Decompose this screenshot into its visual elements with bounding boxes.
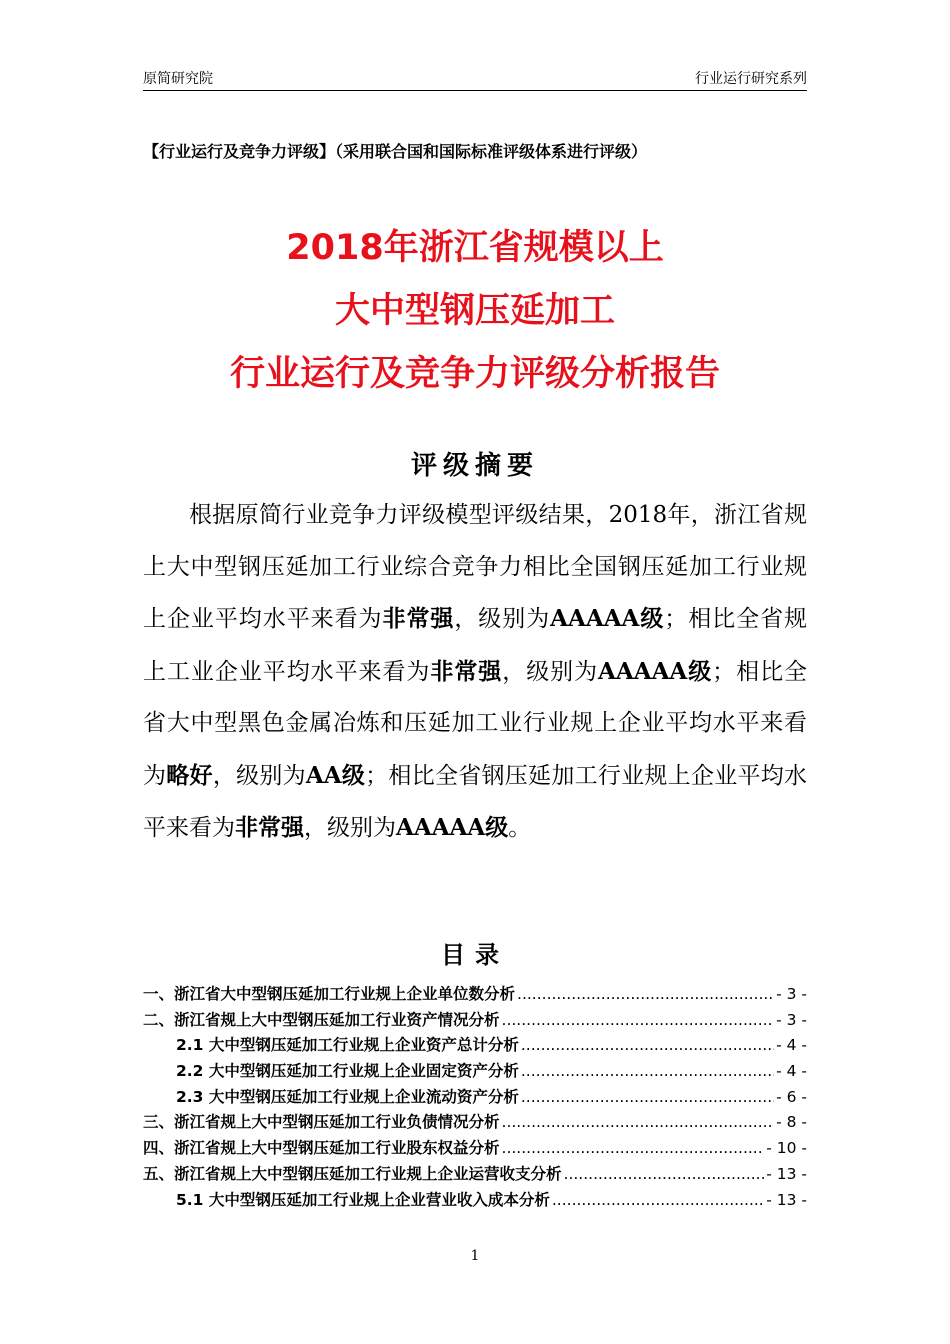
table-of-contents [143, 982, 807, 1213]
summary-text: 。 [508, 815, 532, 841]
toc-subentry[interactable] [143, 1085, 807, 1111]
toc-entry-page: - 10 - [766, 1139, 807, 1158]
toc-entry-text: 五、浙江省规上大中型钢压延加工行业规上企业运营收支分析 [143, 1164, 562, 1183]
toc-entry[interactable] [143, 1008, 807, 1034]
summary-heading: 评级摘要 [410, 451, 539, 481]
summary-emphasis: 非常强 [430, 657, 503, 685]
summary-text: ；相比全省大中型黑色金属冶炼和压延加工业行业规上企业平均水平来看为 [143, 658, 808, 789]
page-number: 1 [470, 1248, 480, 1264]
toc-leader [552, 1191, 764, 1209]
header-series: 行业运行研究系列 [695, 71, 807, 87]
toc-entry-text: 5.1 大中型钢压延加工行业规上企业营业收入成本分析 [176, 1190, 550, 1209]
toc-entry-page: - 6 - [776, 1087, 807, 1106]
summary-emphasis: 略好 [166, 761, 213, 789]
header-publisher: 原简研究院 [143, 71, 213, 87]
toc-entry-page: - 3 - [776, 985, 807, 1003]
report-tagline: 【行业运行及竞争力评级】（采用联合国和国际标准评级体系进行评级） [143, 142, 648, 161]
toc-entry-text: 2.1 大中型钢压延加工行业规上企业资产总计分析 [176, 1036, 519, 1055]
summary-emphasis: 非常强 [235, 814, 304, 841]
summary-text: ；相比全省规上工业企业平均水平来看为 [143, 606, 808, 685]
toc-entry-text: 2.2 大中型钢压延加工行业规上企业固定资产分析 [176, 1062, 519, 1081]
toc-leader [502, 1113, 775, 1131]
summary-text: ，级别为 [454, 606, 551, 632]
toc-leader [521, 1088, 774, 1106]
summary-text: ，级别为 [502, 658, 599, 685]
toc-entry-page: - 13 - [766, 1190, 807, 1209]
toc-subentry[interactable] [143, 1033, 807, 1059]
toc-entry-text: 三、浙江省规上大中型钢压延加工行业负债情况分析 [143, 1113, 500, 1132]
summary-grade: AAAAA级 [550, 605, 665, 632]
report-title-line-1: 2018年浙江省规模以上 [286, 228, 664, 268]
toc-leader [502, 1139, 765, 1157]
toc-entry-text: 一、浙江省大中型钢压延加工行业规上企业单位数分析 [143, 985, 516, 1003]
summary-text: ，级别为 [212, 762, 306, 789]
summary-text: ，级别为 [304, 815, 396, 841]
toc-leader [517, 985, 774, 1003]
toc-entry-page: - 4 - [776, 1036, 807, 1055]
toc-heading: 目录 [441, 941, 509, 969]
toc-entry[interactable] [143, 982, 807, 1008]
summary-emphasis: 非常强 [382, 605, 455, 632]
toc-entry-page: - 13 - [766, 1164, 807, 1183]
toc-entry[interactable] [143, 1136, 807, 1162]
toc-leader [521, 1036, 774, 1054]
toc-leader [564, 1165, 765, 1183]
toc-subentry[interactable] [143, 1188, 807, 1214]
summary-grade: AAAAA级 [598, 657, 713, 685]
report-title-line-2: 大中型钢压延加工 [334, 291, 615, 331]
toc-leader [521, 1062, 774, 1080]
toc-entry-page: - 3 - [776, 1010, 807, 1029]
toc-entry[interactable] [143, 1162, 807, 1188]
summary-text: 根据原简行业竞争力评级模型评级结果，2018年，浙江省规上大中型钢压延加工行业综合竞争力相比全国钢压延加工行业规上企业平均水平来看为 [143, 502, 807, 632]
summary-paragraph [143, 490, 807, 855]
summary-text: ；相比全省钢压延加工行业规上企业平均水平来看为 [143, 762, 808, 841]
summary-grade: AAAAA级 [396, 814, 509, 841]
toc-entry-text: 四、浙江省规上大中型钢压延加工行业股东权益分析 [143, 1139, 500, 1158]
report-title-line-3: 行业运行及竞争力评级分析报告 [229, 354, 720, 394]
toc-subentry[interactable] [143, 1059, 807, 1085]
toc-entry[interactable] [143, 1110, 807, 1136]
toc-entry-page: - 8 - [776, 1113, 807, 1132]
toc-entry-text: 2.3 大中型钢压延加工行业规上企业流动资产分析 [176, 1087, 519, 1106]
toc-leader [502, 1011, 775, 1029]
toc-entry-page: - 4 - [776, 1062, 807, 1081]
page-header [143, 66, 807, 91]
toc-entry-text: 二、浙江省规上大中型钢压延加工行业资产情况分析 [143, 1010, 500, 1029]
summary-grade: AA级 [305, 761, 366, 789]
